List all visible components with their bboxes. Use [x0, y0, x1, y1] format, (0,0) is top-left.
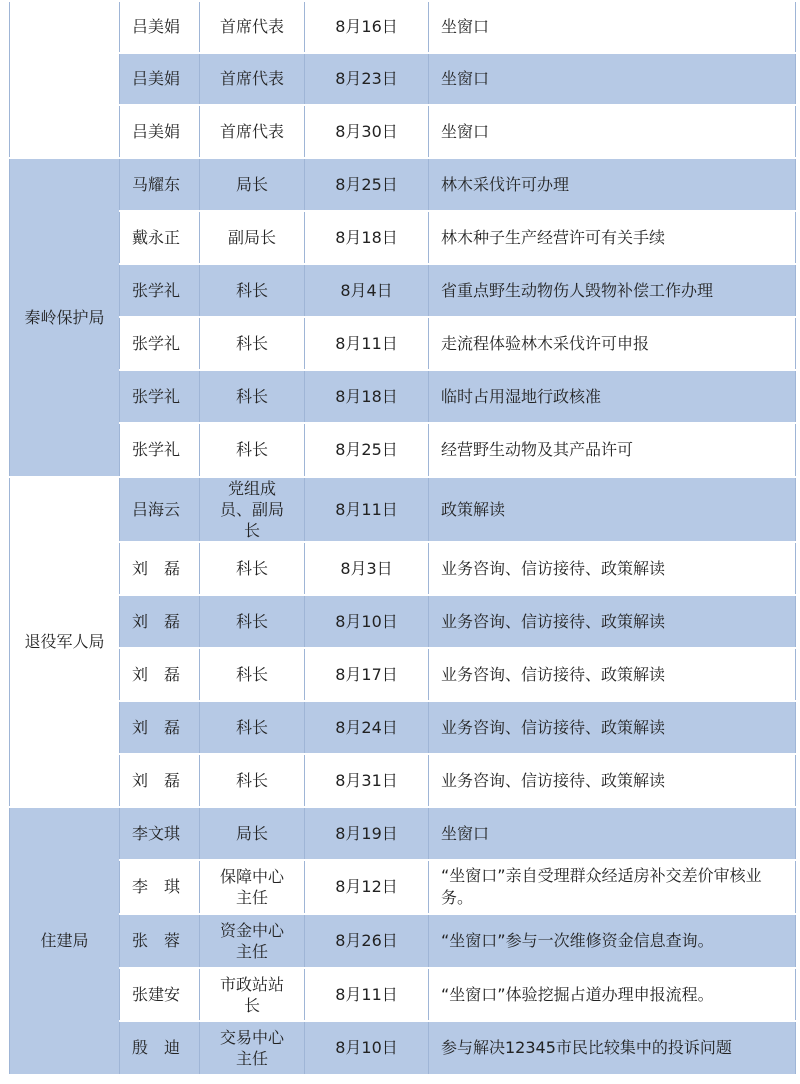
name-cell: 李文琪	[120, 807, 200, 860]
title-cell: 局长	[200, 807, 305, 860]
title-cell: 首席代表	[200, 53, 305, 105]
date-cell: 8月4日	[305, 264, 429, 317]
task-cell: “坐窗口”参与一次维修资金信息查询。	[429, 914, 796, 968]
name-cell: 张学礼	[120, 370, 200, 423]
table-row	[10, 211, 796, 264]
table-row	[10, 542, 796, 595]
title-cell: 党组成员、副局长	[200, 477, 305, 542]
table-row	[10, 477, 796, 542]
department-cell: 退役军人局	[10, 477, 120, 807]
title-cell: 科长	[200, 754, 305, 807]
title-cell: 局长	[200, 158, 305, 211]
name-cell: 戴永正	[120, 211, 200, 264]
date-cell: 8月11日	[305, 477, 429, 542]
name-cell: 李 琪	[120, 860, 200, 914]
date-cell: 8月31日	[305, 754, 429, 807]
title-cell: 科长	[200, 423, 305, 477]
task-cell: 坐窗口	[429, 53, 796, 105]
date-cell: 8月25日	[305, 158, 429, 211]
table-row	[10, 1021, 796, 1075]
date-cell: 8月11日	[305, 317, 429, 370]
title-cell: 科长	[200, 542, 305, 595]
name-cell: 刘 磊	[120, 648, 200, 701]
name-cell: 张 蓉	[120, 914, 200, 968]
table-row	[10, 701, 796, 754]
task-cell: 参与解决12345市民比较集中的投诉问题	[429, 1021, 796, 1075]
title-cell: 科长	[200, 370, 305, 423]
title-cell: 科长	[200, 701, 305, 754]
table-row	[10, 105, 796, 158]
name-cell: 殷 迪	[120, 1021, 200, 1075]
task-cell: 业务咨询、信访接待、政策解读	[429, 701, 796, 754]
task-cell: 业务咨询、信访接待、政策解读	[429, 595, 796, 648]
title-cell: 科长	[200, 264, 305, 317]
date-cell: 8月3日	[305, 542, 429, 595]
table-row	[10, 158, 796, 211]
table-row	[10, 648, 796, 701]
date-cell: 8月10日	[305, 1021, 429, 1075]
table-row	[10, 968, 796, 1021]
schedule-table-body	[10, 1, 796, 1075]
title-cell: 科长	[200, 595, 305, 648]
schedule-table	[9, 0, 796, 1076]
title-cell: 资金中心主任	[200, 914, 305, 968]
date-cell: 8月19日	[305, 807, 429, 860]
name-cell: 刘 磊	[120, 595, 200, 648]
table-row	[10, 264, 796, 317]
date-cell: 8月17日	[305, 648, 429, 701]
name-cell: 张学礼	[120, 264, 200, 317]
task-cell: 坐窗口	[429, 105, 796, 158]
task-cell: 省重点野生动物伤人毁物补偿工作办理	[429, 264, 796, 317]
task-cell: 业务咨询、信访接待、政策解读	[429, 542, 796, 595]
title-cell: 副局长	[200, 211, 305, 264]
department-cell: 秦岭保护局	[10, 158, 120, 477]
title-cell: 保障中心主任	[200, 860, 305, 914]
name-cell: 张学礼	[120, 317, 200, 370]
task-cell: “坐窗口”体验挖掘占道办理申报流程。	[429, 968, 796, 1021]
name-cell: 刘 磊	[120, 754, 200, 807]
department-cell: 住建局	[10, 807, 120, 1075]
task-cell: 林木采伐许可办理	[429, 158, 796, 211]
table-row	[10, 423, 796, 477]
table-row	[10, 317, 796, 370]
name-cell: 张学礼	[120, 423, 200, 477]
date-cell: 8月10日	[305, 595, 429, 648]
task-cell: 临时占用湿地行政核准	[429, 370, 796, 423]
date-cell: 8月18日	[305, 211, 429, 264]
table-row	[10, 860, 796, 914]
task-cell: 坐窗口	[429, 1, 796, 53]
name-cell: 刘 磊	[120, 701, 200, 754]
name-cell: 马耀东	[120, 158, 200, 211]
task-cell: 业务咨询、信访接待、政策解读	[429, 754, 796, 807]
task-cell: 林木种子生产经营许可有关手续	[429, 211, 796, 264]
task-cell: 业务咨询、信访接待、政策解读	[429, 648, 796, 701]
department-cell	[10, 1, 120, 158]
schedule-table-wrapper	[9, 0, 795, 1076]
title-cell: 科长	[200, 317, 305, 370]
table-row	[10, 595, 796, 648]
table-row	[10, 754, 796, 807]
date-cell: 8月30日	[305, 105, 429, 158]
task-cell: 走流程体验林木采伐许可申报	[429, 317, 796, 370]
date-cell: 8月12日	[305, 860, 429, 914]
task-cell: 经营野生动物及其产品许可	[429, 423, 796, 477]
date-cell: 8月11日	[305, 968, 429, 1021]
task-cell: 政策解读	[429, 477, 796, 542]
title-cell: 交易中心主任	[200, 1021, 305, 1075]
date-cell: 8月24日	[305, 701, 429, 754]
title-cell: 首席代表	[200, 1, 305, 53]
task-cell: “坐窗口”亲自受理群众经适房补交差价审核业务。	[429, 860, 796, 914]
table-row	[10, 1, 796, 53]
date-cell: 8月16日	[305, 1, 429, 53]
name-cell: 吕海云	[120, 477, 200, 542]
date-cell: 8月23日	[305, 53, 429, 105]
title-cell: 市政站站长	[200, 968, 305, 1021]
date-cell: 8月18日	[305, 370, 429, 423]
title-cell: 科长	[200, 648, 305, 701]
name-cell: 吕美娟	[120, 53, 200, 105]
table-row	[10, 914, 796, 968]
name-cell: 吕美娟	[120, 1, 200, 53]
name-cell: 刘 磊	[120, 542, 200, 595]
table-row	[10, 53, 796, 105]
task-cell: 坐窗口	[429, 807, 796, 860]
date-cell: 8月26日	[305, 914, 429, 968]
date-cell: 8月25日	[305, 423, 429, 477]
name-cell: 张建安	[120, 968, 200, 1021]
title-cell: 首席代表	[200, 105, 305, 158]
name-cell: 吕美娟	[120, 105, 200, 158]
table-row	[10, 807, 796, 860]
table-row	[10, 370, 796, 423]
